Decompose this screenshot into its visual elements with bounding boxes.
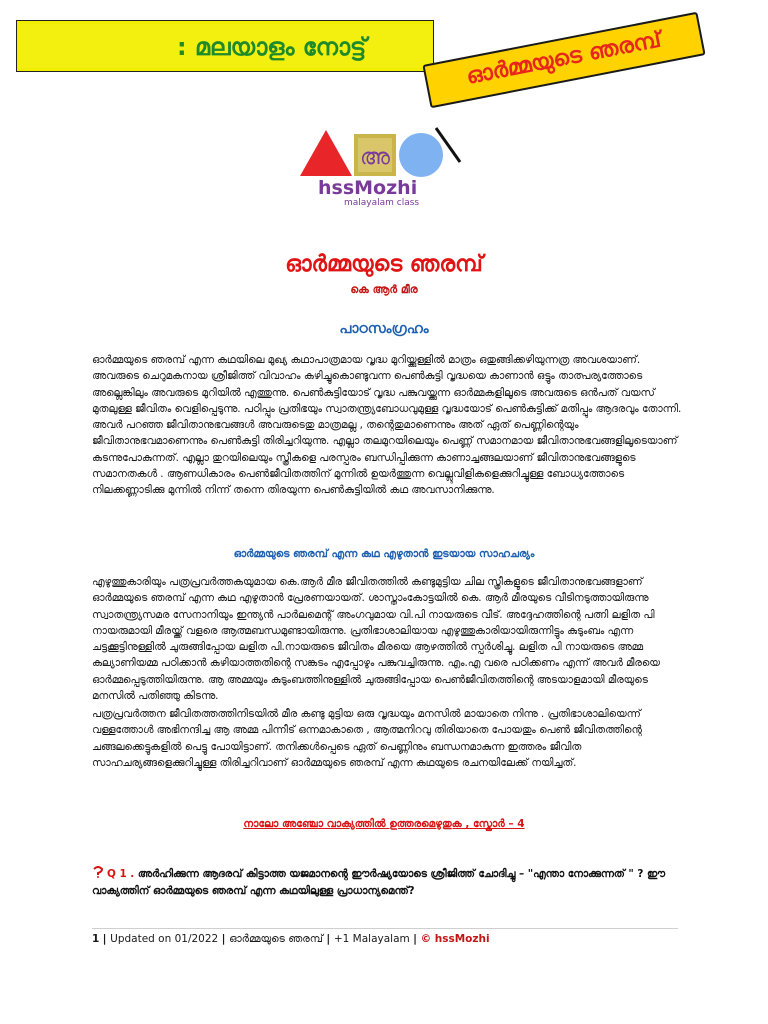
context-text-2: പത്രപ്രവർത്തന ജീവിതത്തത്തിനിടയിൽ മീര കണ്ടു മുട്ടിയ ഒരു വൃദ്ധയും മനസിൽ മായാതെ നിന്നു . പ്രതിഭാശാലിയെന്ന് വള്ളത്തോൾ അഭിനന്ദിച്ച ആ അമ്മ പിന്നീട് ഒന്നമാകാതെ , ആത്മനിറവു തിരിയാതെ പോയതും പെൺ ജീവിതത്തിന്റെ ചങ്ങലക്കെട്ടുകളിൽ പെട്ടു പോയിട്ടാണ്. തനിക്കൾപ്പെടെ ഏത് പെണ്ണിനും ബന്ധനമാകുന്ന ഇത്തരം ജീവിത സാഹചര്യങ്ങളെക്കുറിച്ചുള്ള തിരിച്ചറിവാണ് ഓർമ്മയുടെ ഞരമ്പ് എന്ന കഥയുടെ രചനയിലേക്ക് നയിച്ചത്. bbox=[92, 708, 642, 769]
footer-copyright: © hssMozhi bbox=[420, 933, 490, 945]
question-number: Q 1 . bbox=[107, 868, 135, 880]
context-paragraph-1 bbox=[92, 574, 682, 704]
summary-text: ഓർമ്മയുടെ ഞരമ്പ് എന്ന കഥയിലെ മുഖ്യ കഥാപാത്രമായ വൃദ്ധ മുറിയ്ക്കുള്ളിൽ മാത്രം ഒതുങ്ങിക്കഴിയുന്നത്ര അവശയാണ്. അവരുടെ ചെറുമകനായ ശ്രീജിത്ത് വിവാഹം കഴിച്ചുകൊണ്ടുവന്ന പെൺകുട്ടി വൃദ്ധയെ കാണാൻ ഒട്ടും താത്പര്യത്തോടെ അല്ലെങ്കിലും അവരുടെ മുറിയിൽ എത്തുന്നു. പെൺകുട്ടിയോട് വൃദ്ധ പങ്കുവയ്ക്കുന്ന ഓർമ്മകളിലൂടെ അവരുടെ ഒൻപത് വയസ് മുതലുള്ള ജീവിതം വെളിപ്പെടുന്നു. പഠിപ്പും പ്രതിഭയും സ്വാതന്ത്ര്യബോധവുമുള്ള വൃദ്ധയോട് പെൺകുട്ടിക്ക് മതിപ്പും ആദരവും തോന്നി. അവർ പറഞ്ഞ ജീവിതാനുഭവങ്ങൾ അവരുടെതു മാത്രമല്ല , തന്റെതുമാണെന്നും അത് ഏത് പെണ്ണിന്റെയും ജീവിതാനുഭവമാണെന്നും പെൺകുട്ടി തിരിച്ചറിയുന്നു. എല്ലാ തലമുറയിലെയും പെണ്ണ് സമാനമായ ജീവിതാനുഭവങ്ങളിലൂടെയാണ് കടന്നുപോകുന്നത്. എല്ലാ തുറയിലെയും സ്ത്രീകളെ പരസ്പരം ബന്ധിപ്പിക്കുന്ന കാണാച്ചങ്ങലയാണ് ജീവിതാനുഭവങ്ങളുടെ സമാനതകൾ . ആണധികാരം പെൺജീവിതത്തിന് മുന്നിൽ ഉയർത്തുന്ന വെല്ലുവിളികളെക്കുറിച്ചുള്ള ബോധ്യത്തോടെ നിലക്കണ്ണാടിക്കു മുന്നിൽ നിന്ന് തന്നെ തിരയുന്ന പെൺകുട്ടിയിൽ കഥ അവസാനിക്കുന്നു. bbox=[92, 354, 682, 497]
hssmozhi-logo bbox=[298, 118, 478, 230]
document-author: കെ ആർ മീര bbox=[350, 283, 418, 296]
question-1 bbox=[92, 866, 682, 900]
header-title: : മലയാളം നോട്ട് bbox=[177, 33, 367, 61]
footer-divider bbox=[92, 928, 678, 929]
page-footer: 1 | Updated on 01/2022 | ഓർമ്മയുടെ ഞരമ്പ് | +1 Malayalam | © hssMozhi bbox=[92, 933, 490, 945]
footer-lesson: ഓർമ്മയുടെ ഞരമ്പ് bbox=[229, 933, 323, 945]
header-banner bbox=[16, 20, 434, 72]
logo-triangle bbox=[300, 130, 352, 176]
footer-course: +1 Malayalam bbox=[333, 933, 410, 945]
context-heading: ഓർമ്മയുടെ ഞരമ്പ് എന്ന കഥ എഴുതാൻ ഇടയായ സാഹചര്യം bbox=[233, 548, 535, 560]
title-badge-text: ഓർമ്മയുടെ ഞരമ്പ് bbox=[464, 27, 664, 90]
section-heading: പാഠസംഗ്രഹം bbox=[339, 321, 429, 337]
page-number: 1 bbox=[92, 933, 100, 945]
logo-glyph: അ bbox=[360, 145, 390, 170]
context-text-1: എഴുത്തുകാരിയും പത്രപ്രവർത്തകയുമായ കെ.ആർ മീര ജീവിതത്തിൽ കണ്ടുമുട്ടിയ ചില സ്ത്രീകളുടെ ജീവിതാനുഭവങ്ങളാണ് ഓർമ്മയുടെ ഞരമ്പ് എന്ന കഥ എഴുതാൻ പ്രേരണയായത്. ശാസ്താംകോട്ടയിൽ കെ. ആർ മീരയുടെ വീടിനടുത്തായിരുന്നു സ്വാതന്ത്ര്യസമര സേനാനിയും ഇന്ത്യൻ പാർലമെന്റ് അംഗവുമായ വി.പി നായരുടെ വീട്. അദ്ദേഹത്തിന്റെ പത്നി ലളിത പി നായരുമായി മീരയ്ക്ക് വളരെ ആത്മബന്ധമുണ്ടായിരുന്നു. പ്രതിഭാശാലിയായ എഴുത്തുകാരിയായിരുന്നിട്ടും കുടുംബം എന്ന ചട്ടക്കൂട്ടിനുള്ളിൽ ചുരുങ്ങിപ്പോയ ലളിത പി.നായരുടെ ജീവിതം മീരയെ ആഴത്തിൽ സ്പർശിച്ചു. ലളിത പി നായരുടെ അമ്മ കല്യാണിയമ്മ പഠിക്കാൻ കഴിയാത്തതിന്റെ സങ്കടം എപ്പോഴും പങ്കുവച്ചിരുന്നു. എം.എ വരെ പഠിക്കണം എന്ന് അവർ മീരയെ ഓർമ്മപ്പെടുത്തിയിരുന്നു. ആ അമ്മയും കുടുംബത്തിനുള്ളിൽ ചുരുങ്ങിപ്പോയ പെൺജീവിതത്തിന്റെ അടയാളമായി മീരയുടെ മനസിൽ പതിഞ്ഞു കിടന്നു. bbox=[92, 576, 660, 703]
summary-paragraph bbox=[92, 352, 682, 499]
question-mark-icon bbox=[92, 866, 104, 878]
document-title: ഓർമ്മയുടെ ഞരമ്പ് bbox=[285, 252, 483, 277]
question-text: അർഹിക്കുന്ന ആദരവ് കിട്ടാത്ത യജമാനന്റെ ഈർഷ്യയോടെ ശ്രീജിത്ത് ചോദിച്ചു – "എന്താ നോക്കുന്നത് " ? ഈ വാക്യത്തിന് ഓർമ്മയുടെ ഞരമ്പ് എന്ന കഥയിലുള്ള പ്രാധാന്യമെന്ത്? bbox=[92, 868, 666, 897]
title-badge bbox=[422, 12, 705, 109]
answer-instruction: നാലോ അഞ്ചോ വാക്യത്തിൽ ഉത്തരമെഴുതുക , സ്കോർ – 4 bbox=[243, 818, 525, 830]
context-paragraph-2 bbox=[92, 706, 682, 771]
footer-updated: Updated on 01/2022 bbox=[110, 933, 219, 945]
logo-circle bbox=[399, 133, 443, 177]
logo-name: hssMozhi bbox=[318, 177, 418, 199]
logo-tagline: malayalam class bbox=[344, 198, 420, 208]
